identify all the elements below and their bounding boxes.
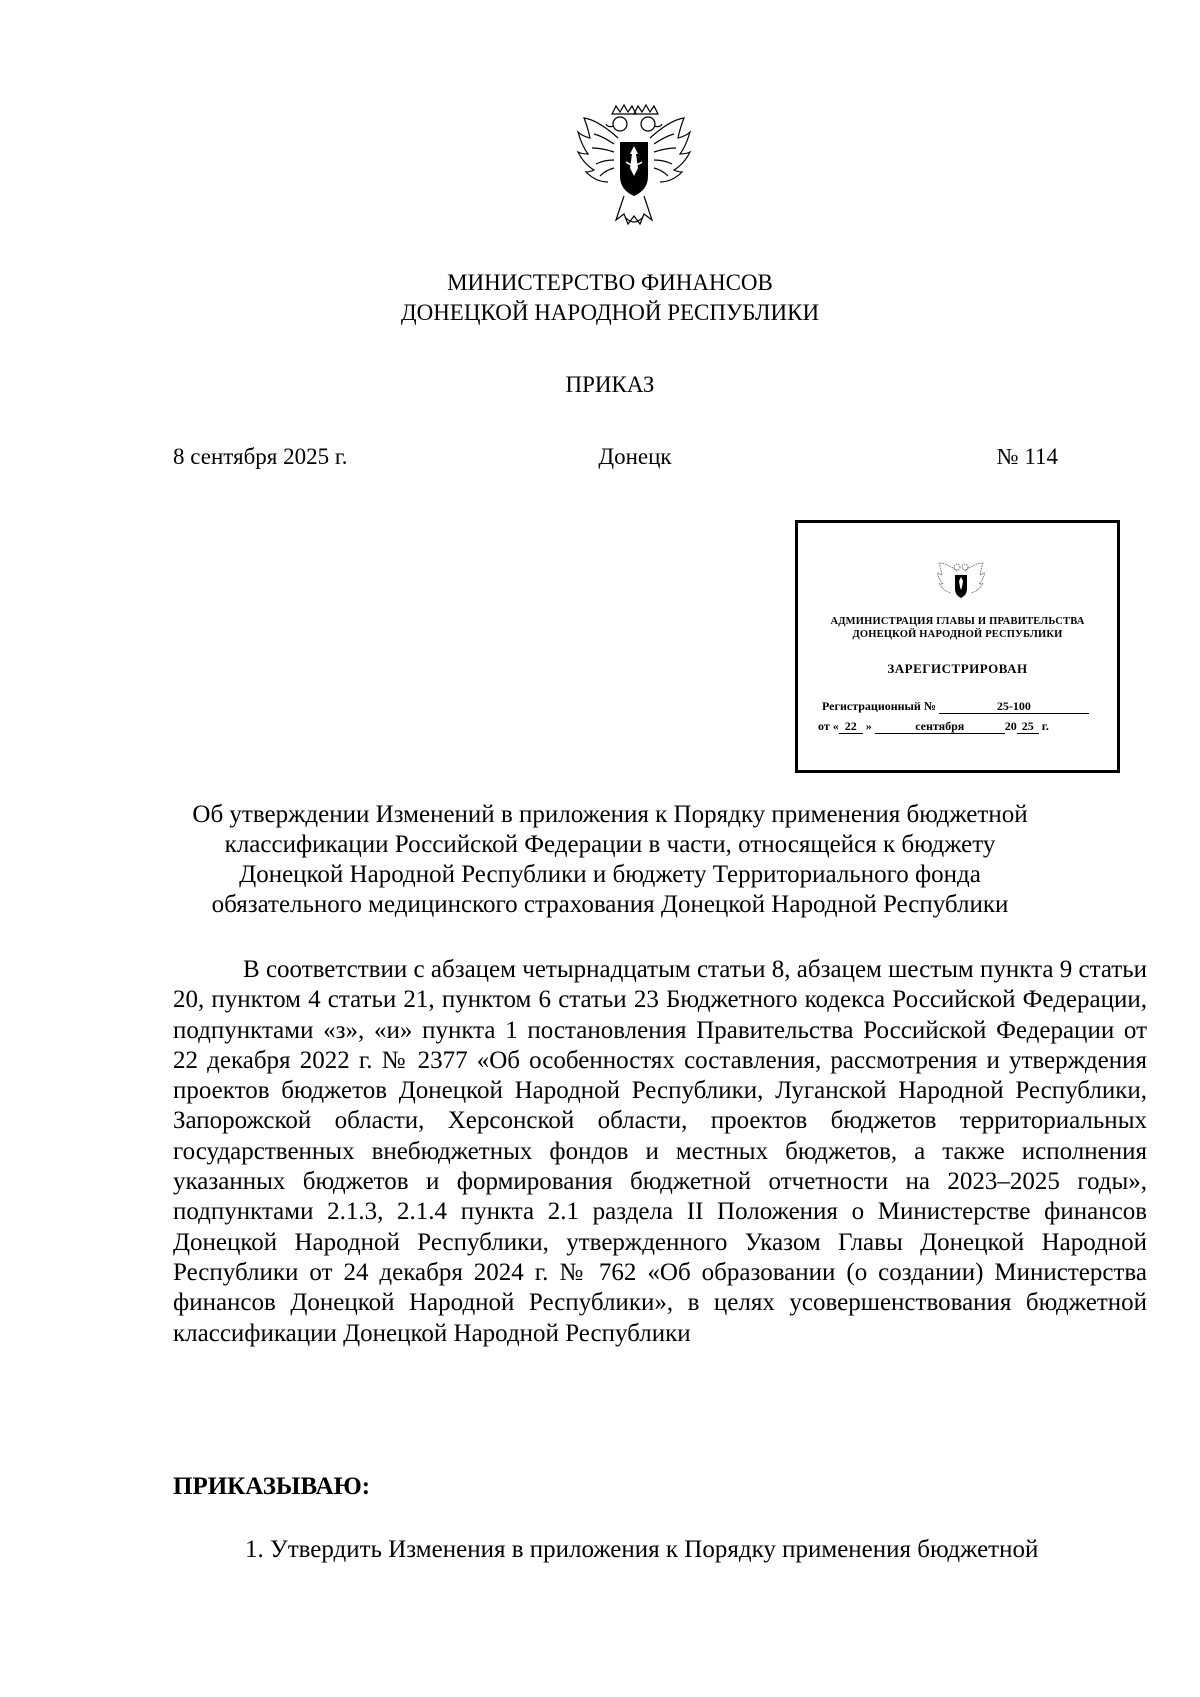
ministry-name	[300, 268, 920, 328]
coat-of-arms-emblem	[574, 100, 694, 238]
stamp-date-suffix: г.	[1041, 719, 1049, 733]
stamp-emblem-icon	[937, 561, 985, 603]
stamp-date-prefix: от «	[818, 719, 839, 733]
stamp-date-close: »	[865, 719, 872, 733]
stamp-date-month: сентября	[875, 719, 1005, 734]
order-subject	[160, 800, 1060, 920]
stamp-date-line	[818, 719, 1049, 734]
order-date: 8 сентября 2025 г.	[173, 444, 348, 469]
stamp-agency-line-1: АДМИНИСТРАЦИЯ ГЛАВЫ И ПРАВИТЕЛЬСТВА	[830, 616, 1085, 627]
order-number: № 114	[996, 444, 1058, 469]
subject-line-2: классификации Российской Федерации в части, относящейся к бюджету	[224, 831, 996, 858]
subject-line-1: Об утверждении Изменений в приложения к Порядку применения бюджетной	[192, 801, 1028, 828]
order-city: Донецк	[598, 444, 672, 469]
subject-line-4: обязательного медицинского страхования Донецкой Народной Республики	[211, 891, 1009, 918]
stamp-agency	[798, 615, 1117, 641]
stamp-date-year: 25	[1017, 719, 1039, 734]
ministry-line-1: МИНИСТЕРСТВО ФИНАНСОВ	[447, 270, 773, 295]
registration-stamp	[795, 520, 1120, 773]
stamp-date-day: 22	[839, 719, 863, 734]
preamble-paragraph: В соответствии с абзацем четырнадцатым статьи 8, абзацем шестым пункта 9 статьи 20, пунктом 4 статьи 21, пунктом 6 статьи 23 Бюджетного кодекса Российской Федерации, подпунктами «з», «и» пункта 1 постановления Правительства Российской Федерации от 22 декабря 2022 г. № 2377 «Об особенностях составления, рассмотрения и утверждения проектов бюджетов Донецкой Народной Республики, Луганской Народной Республики, Запорожской области, Херсонской области, проектов бюджетов территориальных государственных внебюджетных фондов и местных бюджетов, а также исполнения указанных бюджетов и формирования бюджетной отчетности на 2023–2025 годы», подпунктами 2.1.3, 2.1.4 пункта 2.1 раздела II Положения о Министерстве финансов Донецкой Народной Республики, утвержденного Указом Главы Донецкой Народной Республики от 24 декабря 2024 г. № 762 «Об образовании (о создании) Министерства финансов Донецкой Народной Республики», в целях усовершенствования бюджетной классификации Донецкой Народной Республики	[173, 956, 1147, 1347]
subject-line-3: Донецкой Народной Республики и бюджету Территориального фонда	[239, 861, 981, 888]
stamp-date-century: 20	[1004, 719, 1017, 733]
stamp-reg-label: Регистрационный №	[822, 699, 936, 713]
stamp-registration-line	[822, 699, 1089, 714]
command-heading: ПРИКАЗЫВАЮ:	[173, 1473, 371, 1500]
document-type: ПРИКАЗ	[565, 372, 655, 397]
stamp-reg-number: 25-100	[939, 699, 1089, 714]
stamp-status: ЗАРЕГИСТРИРОВАН	[887, 661, 1028, 676]
stamp-agency-line-2: ДОНЕЦКОЙ НАРОДНОЙ РЕСПУБЛИКИ	[852, 629, 1063, 640]
order-item-1: 1. Утвердить Изменения в приложения к Порядку применения бюджетной	[245, 1536, 1039, 1563]
ministry-line-2: ДОНЕЦКОЙ НАРОДНОЙ РЕСПУБЛИКИ	[400, 300, 820, 325]
